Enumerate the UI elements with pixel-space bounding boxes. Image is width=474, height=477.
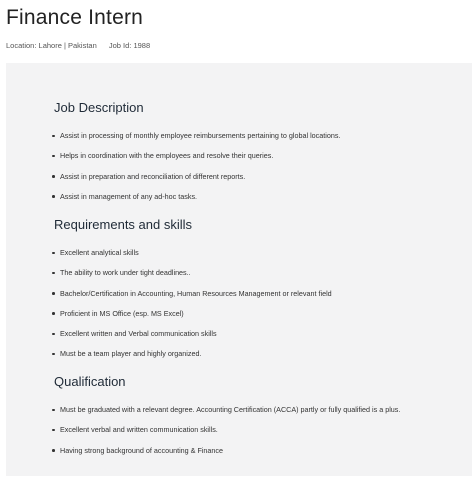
qualification-list <box>52 405 400 466</box>
list-item: Bachelor/Certification in Accounting, Human Resources Management or relevant field <box>52 289 332 309</box>
list-item: Having strong background of accounting & Finance <box>52 446 400 466</box>
list-item: Excellent analytical skills <box>52 248 332 268</box>
list-item: Must be graduated with a relevant degree. Accounting Certification (ACCA) partly or fully qualified is a plus. <box>52 405 400 425</box>
list-item: The ability to work under tight deadlines.. <box>52 268 332 288</box>
section-heading-job-description: Job Description <box>54 100 144 115</box>
job-description-list <box>52 131 340 212</box>
job-meta <box>6 41 160 50</box>
list-item: Helps in coordination with the employees and resolve their queries. <box>52 151 340 171</box>
list-item: Assist in processing of monthly employee reimbursements pertaining to global locations. <box>52 131 340 151</box>
section-heading-requirements: Requirements and skills <box>54 217 193 232</box>
list-item: Proficient in MS Office (esp. MS Excel) <box>52 309 332 329</box>
requirements-list <box>52 248 332 370</box>
section-heading-qualification: Qualification <box>54 374 126 389</box>
list-item: Assist in management of any ad-hoc tasks. <box>52 192 340 212</box>
job-title: Finance Intern <box>6 6 144 29</box>
list-item: Excellent verbal and written communication skills. <box>52 425 400 445</box>
list-item: Excellent written and Verbal communication skills <box>52 329 332 349</box>
list-item: Assist in preparation and reconciliation of different reports. <box>52 172 340 192</box>
job-details-panel <box>6 63 472 476</box>
job-location: Location: Lahore | Pakistan <box>6 41 97 50</box>
list-item: Must be a team player and highly organized. <box>52 349 332 369</box>
job-id: Job Id: 1988 <box>108 41 151 50</box>
